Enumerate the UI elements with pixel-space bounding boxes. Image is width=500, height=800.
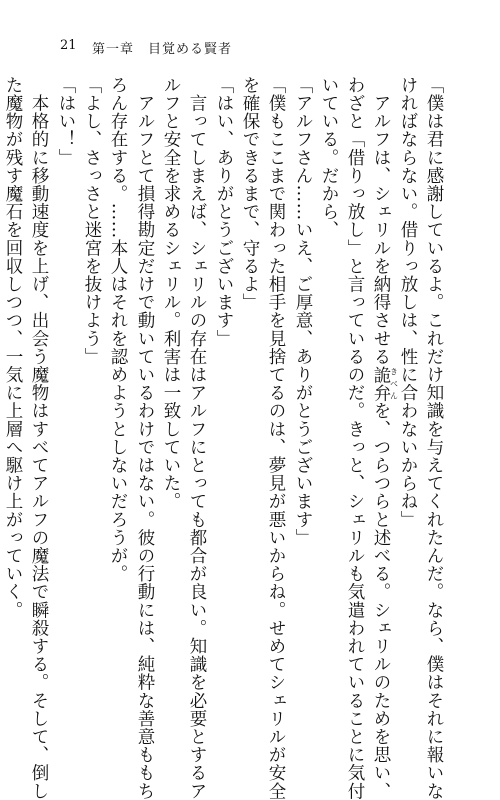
text-line: わざと「借りっ放し」と言っているのだ。きっと、シェリルも気遣われていることに気付: [345, 76, 365, 800]
text-line: 「僕もここまで関わった相手を見捨てるのは、夢見が悪いからね。せめてシェリルが安全: [266, 76, 286, 800]
text-line-part: アルフは、シェリルを納得させる: [371, 76, 391, 366]
text-line: 「はい！」: [56, 76, 76, 167]
text-line-part: を、つらつらと述べる。シェリルのためを思い、: [371, 401, 391, 800]
text-line: アルフとて損得勘定だけで動いているわけではない。彼の行動には、純粋な善意ももち: [135, 76, 155, 800]
text-line: 「僕は君に感謝しているよ。これだけ知識を与えてくれたんだ。なら、僕はそれに報いな: [424, 76, 444, 800]
text-line: ろん存在する。……本人はそれを認めようとしないだろうが。: [108, 76, 128, 583]
text-line: 本格的に移動速度を上げ、出会う魔物はすべてアルフの魔法で瞬殺する。そして、倒し: [29, 76, 49, 800]
text-line: 「よし、さっさと迷宮を抜けよう」: [82, 76, 102, 366]
page-header: [0, 38, 500, 62]
ruby-word: [371, 365, 399, 402]
text-line: 「アルフさん……いえ、ご厚意、ありがとうございます」: [293, 76, 313, 547]
page-number: 21: [60, 38, 77, 53]
ruby-base: 詭弁: [371, 365, 391, 402]
body-text: [0, 76, 500, 800]
text-line: ければならない。借りっ放しは、性に合わないからね」: [398, 76, 418, 529]
ruby-reading: きべん: [389, 365, 399, 402]
running-title: 第一章 目覚める賢者: [92, 42, 233, 57]
text-line: 「はい、ありがとうございます」: [214, 76, 234, 348]
text-line: ルフと安全を求めるシェリル。利害は一致していた。: [161, 76, 181, 511]
text-line: 言ってしまえば、シェリルの存在はアルフにとっても都合が良い。知識を必要とするア: [187, 76, 207, 800]
text-line-with-ruby: [371, 76, 398, 800]
text-line: を確保できるまで、守るよ」: [240, 76, 260, 312]
text-line: いている。だから、: [319, 76, 339, 239]
text-line: た魔物が残す魔石を回収しつつ、一気に上層へ駆け上がっていく。: [3, 76, 23, 619]
